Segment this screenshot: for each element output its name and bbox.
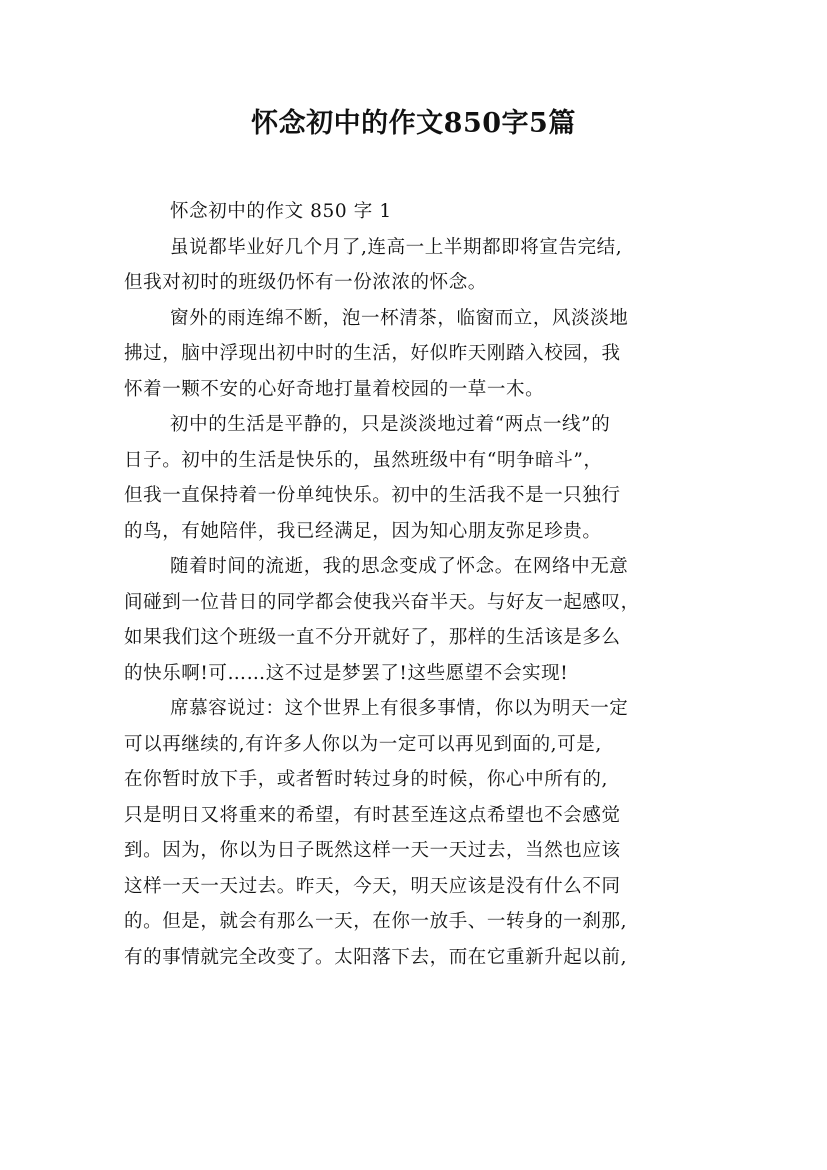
text-line: 的。但是，就会有那么一天，在你一放手、一转身的一刹那, [124, 911, 628, 932]
text-line: 拂过，脑中浮现出初中时的生活，好似昨天刚踏入校园，我 [124, 343, 621, 364]
text-line: 怀念初中的作文 850 字 1 [170, 201, 392, 222]
text-line: 初中的生活是平静的，只是淡淡地过着“两点一线”的 [170, 414, 611, 435]
text-line: 窗外的雨连绵不断，泡一杯清茶，临窗而立，风淡淡地 [170, 307, 629, 329]
text-line: 随着时间的流逝，我的思念变成了怀念。在网络中无意 [170, 556, 629, 577]
text-line: 到。因为，你以为日子既然这样一天一天过去，当然也应该 [124, 840, 621, 861]
text-line: 但我一直保持着一份单纯快乐。初中的生活我不是一只独行 [124, 485, 621, 506]
text-line: 有的事情就完全改变了。太阳落下去，而在它重新升起以前, [124, 946, 628, 968]
text-line: 只是明日又将重来的希望，有时甚至连这点希望也不会感觉 [124, 804, 621, 826]
text-line: 这样一天一天过去。昨天，今天，明天应该是没有什么不同 [124, 875, 621, 897]
document-title: 怀念初中的作文850字5篇 [251, 108, 576, 139]
document-body [124, 194, 714, 975]
text-line: 的鸟，有她陪伴，我已经满足，因为知心朋友弥足珍贵。 [124, 520, 602, 542]
text-line: 席慕容说过：这个世界上有很多事情，你以为明天一定 [170, 698, 629, 719]
text-line: 怀着一颗不安的心好奇地打量着校园的一草一木。 [124, 378, 545, 400]
text-line: 的快乐啊!可……这不过是梦罢了!这些愿望不会实现! [124, 662, 569, 684]
text-line: 虽说都毕业好几个月了,连高一上半期都即将宣告完结, [170, 236, 623, 258]
text-line: 日子。初中的生活是快乐的，虽然班级中有“明争暗斗”， [124, 449, 603, 471]
text-line: 在你暂时放下手，或者暂时转过身的时候，你心中所有的, [124, 769, 608, 790]
text-line: 如果我们这个班级一直不分开就好了，那样的生活该是多么 [124, 627, 621, 648]
text-line: 但我对初时的班级仍怀有一份浓浓的怀念。 [124, 272, 487, 293]
text-line: 可以再继续的,有许多人你以为一定可以再见到面的,可是, [124, 733, 602, 755]
text-line: 间碰到一位昔日的同学都会使我兴奋半天。与好友一起感叹， [124, 591, 640, 613]
